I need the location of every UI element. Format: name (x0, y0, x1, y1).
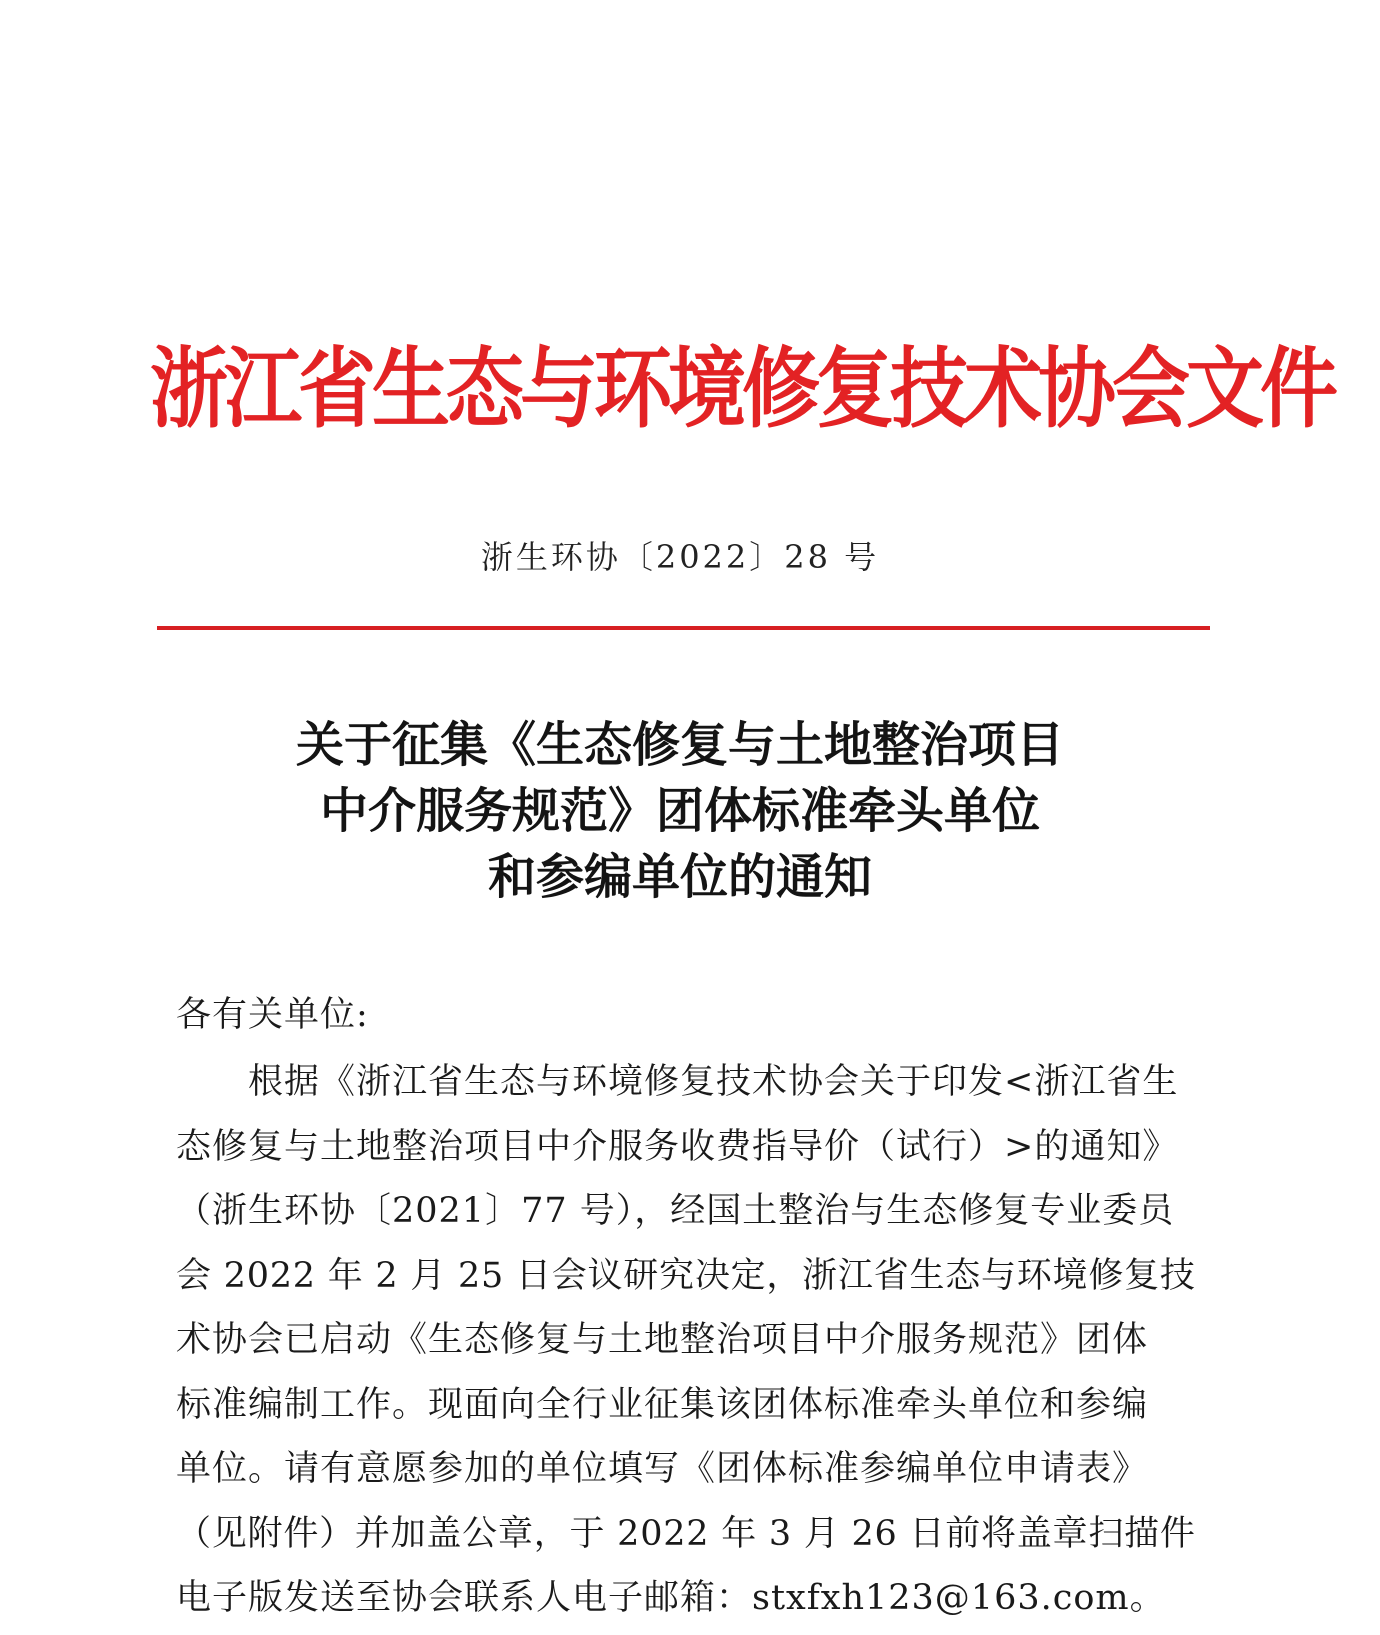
body-line: 术协会已启动《生态修复与土地整治项目中介服务规范》团体 (176, 1320, 1149, 1360)
body-line: 会 2022 年 2 月 25 日会议研究决定，浙江省生态与环境修复技 (176, 1255, 1196, 1296)
notice-title (150, 712, 1210, 910)
notice-title-line: 关于征集《生态修复与土地整治项目 (295, 717, 1064, 773)
body-line: （浙生环协〔2021〕77 号），经国土整治与生态修复专业委员 (176, 1191, 1175, 1231)
body-line: 态修复与土地整治项目中介服务收费指导价（试行）>的通知》 (176, 1126, 1179, 1167)
issuer-title: 浙江省生态与环境修复技术协会文件 (150, 339, 1335, 441)
document-number: 浙生环协〔2022〕28 号 (480, 538, 880, 576)
body-line: 标准编制工作。现面向全行业征集该团体标准牵头单位和参编 (176, 1384, 1149, 1425)
salutation: 各有关单位: (176, 995, 369, 1035)
red-divider-line (157, 626, 1210, 630)
body-line: 根据《浙江省生态与环境修复技术协会关于印发<浙江省生 (176, 1062, 1179, 1102)
body-line: 电子版发送至协会联系人电子邮箱：stxfxh123@163.com。 (176, 1578, 1166, 1618)
body-line: 单位。请有意愿参加的单位填写《团体标准参编单位申请表》 (176, 1449, 1149, 1489)
notice-body (176, 1050, 1196, 1631)
notice-title-line: 中介服务规范》团体标准牵头单位 (319, 783, 1040, 839)
body-line: （见附件）并加盖公章，于 2022 年 3 月 26 日前将盖章扫描件 (176, 1513, 1196, 1554)
notice-title-line: 和参编单位的通知 (487, 849, 872, 905)
